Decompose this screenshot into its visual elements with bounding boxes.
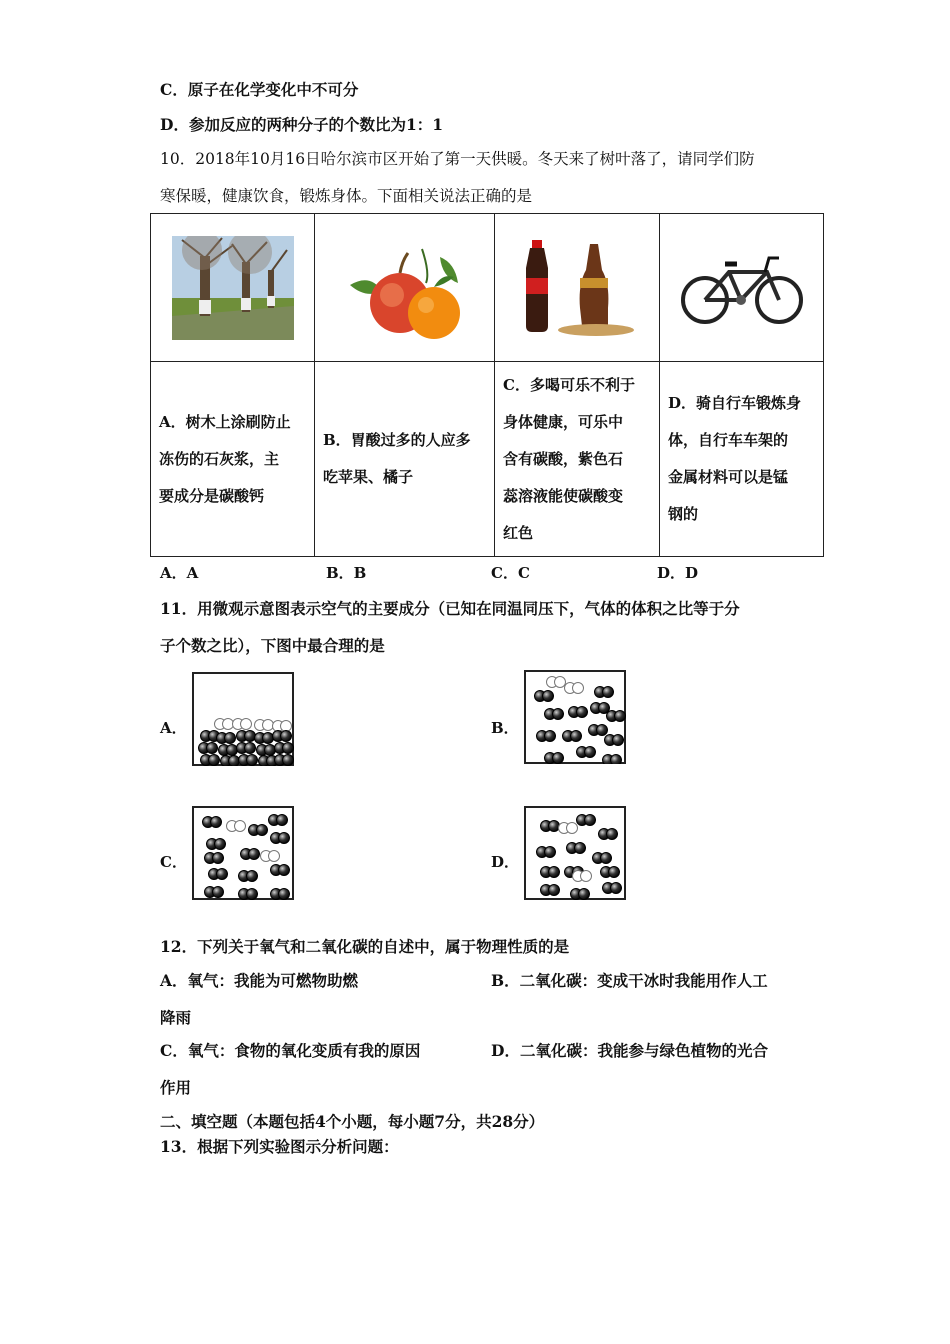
molecule-icon <box>273 731 292 742</box>
molecule-icon <box>537 847 556 858</box>
trees-photo-icon <box>172 236 294 340</box>
molecule-icon <box>217 733 236 744</box>
apple-orange-icon <box>330 233 480 343</box>
q12-option-b-cont: 降雨 <box>160 1008 192 1027</box>
molecule-icon <box>567 843 586 854</box>
molecule-icon <box>271 833 290 844</box>
q11-diagram-d <box>524 806 626 900</box>
q11-stem-line2: 子个数之比），下图中最合理的是 <box>160 636 385 655</box>
q10-answer-d[interactable]: D．D <box>657 564 699 582</box>
q11-diagram-b <box>524 670 626 764</box>
q11-option-d-label[interactable]: D． <box>491 853 520 871</box>
q11-option-c-label[interactable]: C． <box>160 853 187 871</box>
molecule-icon <box>275 743 294 754</box>
molecule-icon <box>595 687 614 698</box>
molecule-icon <box>603 755 622 765</box>
q13-stem: 13．根据下列实验图示分析问题： <box>160 1137 399 1156</box>
molecule-icon <box>207 839 226 850</box>
molecule-icon <box>205 853 224 864</box>
molecule-icon <box>237 731 256 742</box>
molecule-icon <box>269 815 288 826</box>
molecule-icon <box>559 823 578 834</box>
molecule-icon <box>203 817 222 828</box>
molecule-icon <box>591 703 610 714</box>
molecule-icon <box>593 853 612 864</box>
q11-stem-line1: 11．用微观示意图表示空气的主要成分（已知在同温同压下，气体的体积之比等于分 <box>160 599 740 618</box>
q11-option-b-label[interactable]: B． <box>491 719 519 737</box>
prev-option-d: D．参加反应的两种分子的个数比为1：1 <box>160 115 444 134</box>
molecule-icon <box>257 745 276 756</box>
molecule-icon <box>565 683 584 694</box>
q10-option-c-text: C．多喝可乐不利于 身体健康，可乐中 含有碳酸，紫色石 蕊溶液能使碳酸变 红色 <box>495 362 660 557</box>
molecule-icon <box>255 733 274 744</box>
molecule-icon <box>239 889 258 900</box>
q12-option-d-cont: 作用 <box>160 1078 192 1097</box>
molecule-icon <box>219 745 238 756</box>
prev-option-c: C．原子在化学变化中不可分 <box>160 80 359 99</box>
molecule-icon <box>201 755 220 766</box>
molecule-icon <box>233 719 252 730</box>
q10-stem-line1: 10．2018年10月16日哈尔滨市区开始了第一天供暖。冬天来了树叶落了，请同学们防 <box>160 150 755 168</box>
q10-answer-c[interactable]: C．C <box>491 564 530 582</box>
molecule-icon <box>541 867 560 878</box>
cola-bottles-icon <box>510 238 645 338</box>
q10-option-b-text: B．胃酸过多的人应多 吃苹果、橘子 <box>315 362 495 557</box>
molecule-icon <box>271 865 290 876</box>
molecule-icon <box>205 887 224 898</box>
molecule-icon <box>199 743 218 754</box>
bicycle-icon <box>679 248 805 328</box>
q10-image-cell-b <box>315 214 495 362</box>
q10-option-d-text: D．骑自行车锻炼身 体，自行车车架的 金属材料可以是锰 钢的 <box>660 362 824 557</box>
q10-option-a-text: A．树木上涂刷防止 冻伤的石灰浆，主 要成分是碳酸钙 <box>151 362 315 557</box>
molecule-icon <box>603 883 622 894</box>
q10-answer-a[interactable]: A．A <box>160 564 199 582</box>
molecule-icon <box>571 889 590 900</box>
molecule-icon <box>535 691 554 702</box>
q11-option-a-label[interactable]: A． <box>160 719 187 737</box>
molecule-icon <box>221 756 240 767</box>
q10-image-cell-a <box>151 214 315 362</box>
q10-stem-line2: 寒保暖，健康饮食，锻炼身体。下面相关说法正确的是 <box>160 187 533 205</box>
molecule-icon <box>601 867 620 878</box>
q10-answer-b[interactable]: B．B <box>326 564 367 582</box>
molecule-icon <box>607 711 626 722</box>
molecule-icon <box>569 707 588 718</box>
q12-stem: 12．下列关于氧气和二氧化碳的自述中，属于物理性质的是 <box>160 937 570 956</box>
molecule-icon <box>563 731 582 742</box>
q11-diagram-c <box>192 806 294 900</box>
q12-option-b[interactable]: B．二氧化碳：变成干冰时我能用作人工 <box>491 971 768 990</box>
molecule-icon <box>605 735 624 746</box>
molecule-icon <box>573 871 592 882</box>
section-2-title: 二、填空题（本题包括4个小题，每小题7分，共28分） <box>160 1112 545 1131</box>
molecule-icon <box>577 747 596 758</box>
molecule-icon <box>545 709 564 720</box>
q12-option-c[interactable]: C．氧气：食物的氧化变质有我的原因 <box>160 1041 421 1060</box>
molecule-icon <box>261 851 280 862</box>
molecule-icon <box>273 721 292 732</box>
molecule-icon <box>249 825 268 836</box>
molecule-icon <box>545 753 564 764</box>
q11-diagram-a <box>192 672 294 766</box>
molecule-icon <box>547 677 566 688</box>
molecule-icon <box>239 871 258 882</box>
q10-image-cell-d <box>660 214 824 362</box>
molecule-icon <box>599 829 618 840</box>
q12-option-a[interactable]: A．氧气：我能为可燃物助燃 <box>160 971 359 990</box>
molecule-icon <box>577 815 596 826</box>
molecule-icon <box>255 720 274 731</box>
molecule-icon <box>237 743 256 754</box>
molecule-icon <box>271 889 290 900</box>
molecule-icon <box>241 849 260 860</box>
molecule-icon <box>215 719 234 730</box>
molecule-icon <box>541 885 560 896</box>
molecule-icon <box>275 755 294 766</box>
q12-option-d[interactable]: D．二氧化碳：我能参与绿色植物的光合 <box>491 1041 768 1060</box>
molecule-icon <box>239 755 258 766</box>
q10-image-cell-c <box>495 214 660 362</box>
molecule-icon <box>541 821 560 832</box>
molecule-icon <box>209 869 228 880</box>
q10-table <box>150 213 824 557</box>
molecule-icon <box>537 731 556 742</box>
molecule-icon <box>227 821 246 832</box>
molecule-icon <box>589 725 608 736</box>
